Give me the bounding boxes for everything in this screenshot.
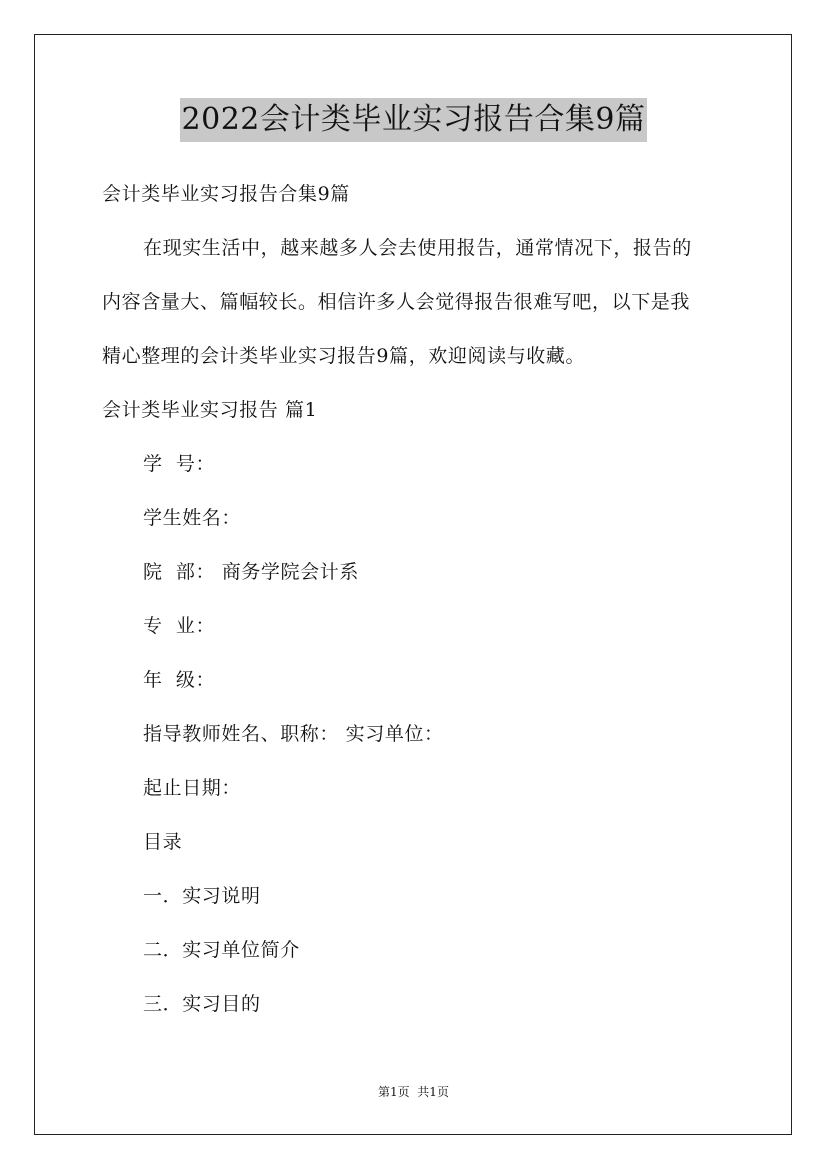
intro-line-2: 内容含量大、篇幅较长。相信许多人会觉得报告很难写吧，以下是我	[102, 291, 691, 313]
toc-item-1: 一．实习说明	[143, 885, 261, 907]
document-subtitle: 会计类毕业实习报告合集9篇	[102, 183, 350, 205]
intro-line-3: 精心整理的会计类毕业实习报告9篇，欢迎阅读与收藏。	[102, 345, 586, 367]
field-student-id: 学 号：	[143, 453, 216, 475]
intro-line-1: 在现实生活中，越来越多人会去使用报告，通常情况下，报告的	[143, 237, 692, 259]
field-department: 院 部： 商务学院会计系	[143, 561, 359, 583]
field-grade: 年 级：	[143, 669, 216, 691]
section-heading: 会计类毕业实习报告 篇1	[102, 399, 318, 421]
field-student-name: 学生姓名：	[143, 507, 242, 529]
field-advisor: 指导教师姓名、职称： 实习单位：	[143, 723, 444, 745]
document-title: 2022会计类毕业实习报告合集9篇	[180, 98, 648, 142]
toc-heading: 目录	[143, 831, 183, 853]
toc-item-3: 三．实习目的	[143, 993, 261, 1015]
page-footer: 第1页 共1页	[378, 1085, 449, 1099]
toc-item-2: 二．实习单位简介	[143, 939, 300, 961]
field-major: 专 业：	[143, 615, 216, 637]
field-dates: 起止日期：	[143, 777, 242, 799]
title-wrap	[0, 98, 827, 142]
